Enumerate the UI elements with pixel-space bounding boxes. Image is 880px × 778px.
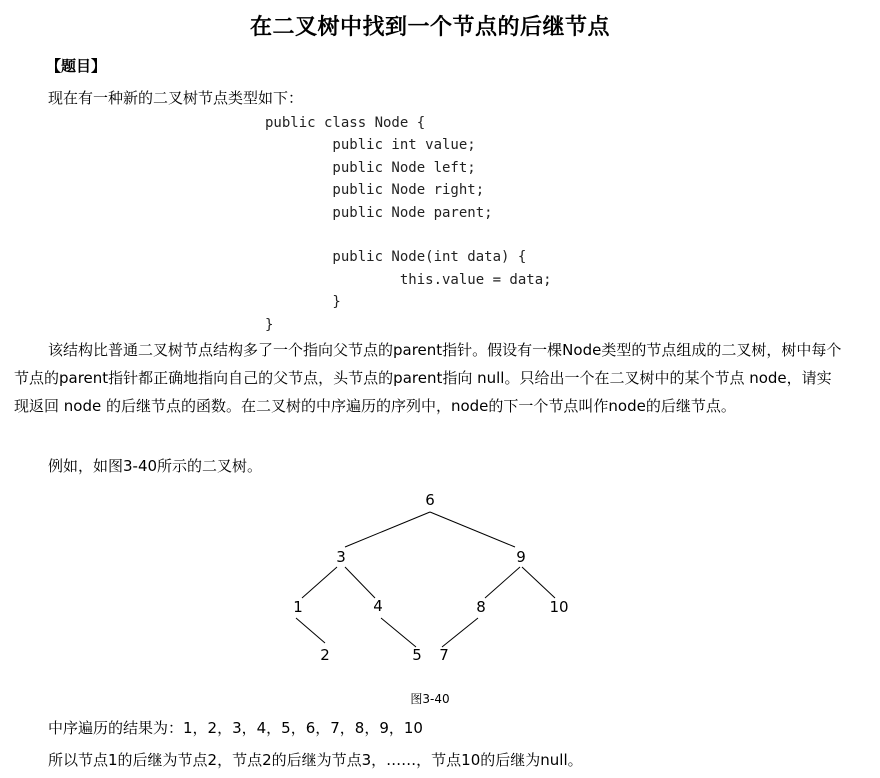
inorder-result-text: 中序遍历的结果为：1，2，3，4，5，6，7，8，9，10 [48,719,423,737]
binary-tree-figure [0,480,880,670]
code-line: this.value = data; [265,271,552,288]
figure-caption: 图3-40 [410,692,450,706]
tree-node: 1 [293,598,303,616]
code-block [265,112,552,336]
page-title: 在二叉树中找到一个节点的后继节点 [249,15,610,40]
code-line: } [265,316,274,333]
tree-edge [296,618,325,643]
tree-edge [381,618,416,647]
code-line: public class Node { [265,115,426,131]
code-line: public Node(int data) { [265,249,527,266]
code-line: public Node left; [265,159,476,176]
tree-edge [522,567,555,598]
code-line: public int value; [265,137,476,154]
tree-node: 2 [320,646,330,664]
tree-node: 9 [516,548,526,566]
tree-node: 3 [336,548,346,566]
code-line: public Node right; [265,182,485,199]
tree-node: 10 [549,598,569,616]
tree-node: 5 [412,646,422,664]
tree-edge [345,567,375,598]
description-text: 该结构比普通二叉树节点结构多了一个指向父节点的parent指针。假设有一棵Node类型的节点组成的二叉树，树中每个节点的parent指针都正确地指向自己的父节点，头节点的parent指向 null。只给出一个在二叉树中的某个节点 node，请实现返回 node 的后继节点的函数。在二叉树的中序遍历的序列中，node的下一个节点叫作node的后继节点。 [14,341,842,415]
example-intro-text: 例如，如图3-40所示的二叉树。 [48,457,263,475]
tree-node: 8 [476,598,486,616]
tree-edge [485,567,520,598]
successor-note-text: 所以节点1的后继为节点2，节点2的后继为节点3，……，节点10的后继为null。 [48,751,583,769]
tree-node: 6 [425,491,435,509]
section-heading: 【题目】 [46,57,107,75]
code-line: } [265,294,341,311]
tree-node: 7 [439,646,449,664]
tree-edge [430,512,515,547]
tree-edge [442,618,478,647]
tree-edge [302,567,337,598]
tree-edge [345,512,430,547]
code-line [265,224,552,246]
tree-node: 4 [373,597,383,615]
code-line: public Node parent; [265,204,493,221]
intro-text: 现在有一种新的二叉树节点类型如下： [48,89,304,107]
